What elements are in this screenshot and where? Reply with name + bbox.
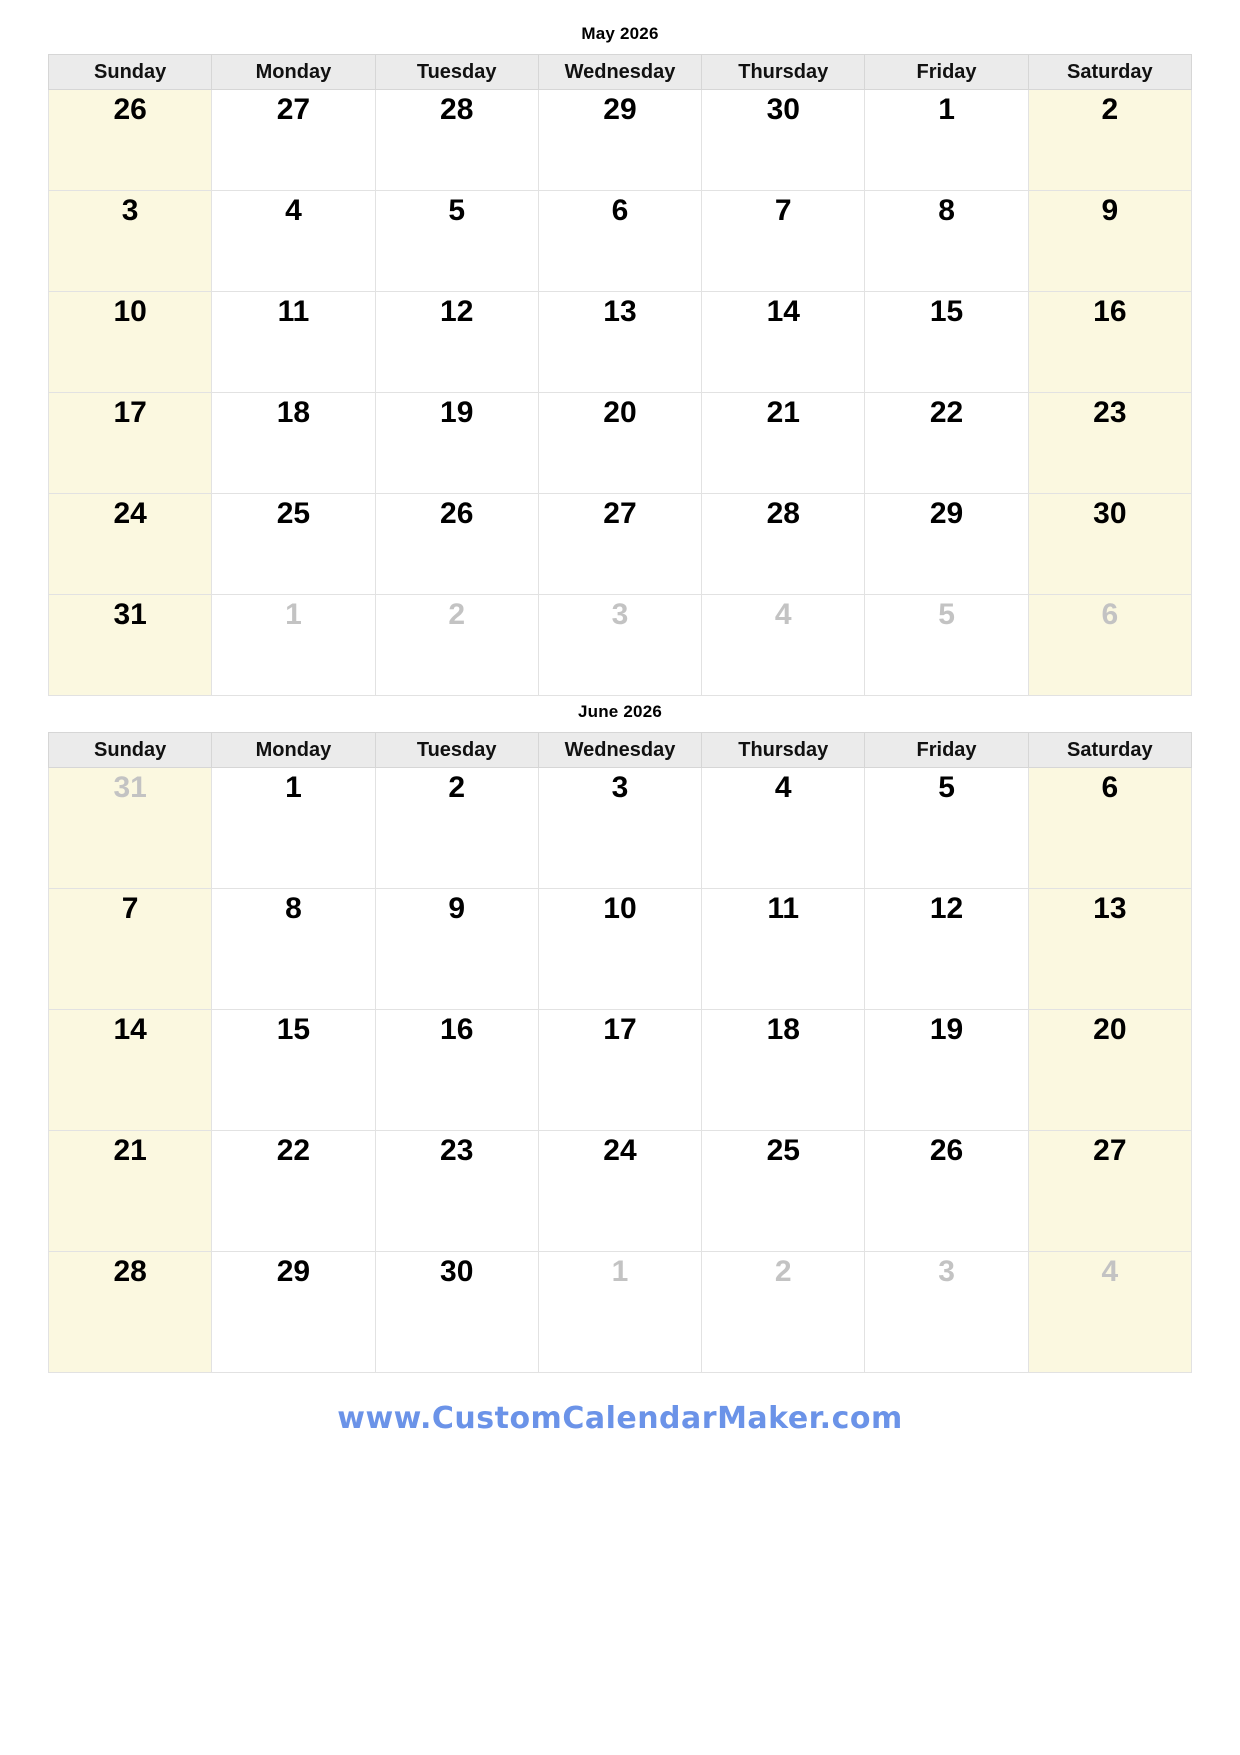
day-cell[interactable] bbox=[49, 1131, 212, 1252]
day-number: 15 bbox=[276, 1013, 311, 1046]
day-cell[interactable] bbox=[212, 191, 375, 292]
day-cell[interactable] bbox=[49, 393, 212, 494]
weekday-header-wednesday: Wednesday bbox=[538, 733, 701, 768]
day-cell[interactable] bbox=[865, 595, 1028, 696]
day-number: 9 bbox=[448, 892, 466, 925]
day-number: 5 bbox=[938, 771, 955, 804]
weekday-header-friday: Friday bbox=[865, 733, 1028, 768]
day-cell[interactable] bbox=[865, 90, 1028, 191]
day-cell[interactable] bbox=[702, 494, 865, 595]
day-number: 25 bbox=[276, 497, 311, 530]
day-cell[interactable] bbox=[49, 1252, 212, 1373]
day-number: 13 bbox=[1093, 892, 1127, 925]
month-title-june: June 2026 bbox=[577, 702, 663, 721]
day-cell[interactable] bbox=[865, 292, 1028, 393]
weekday-header-monday: Monday bbox=[212, 733, 375, 768]
day-number: 9 bbox=[1101, 194, 1119, 227]
day-number: 10 bbox=[113, 295, 147, 328]
day-number: 25 bbox=[766, 1134, 800, 1167]
day-cell[interactable] bbox=[865, 1252, 1028, 1373]
day-cell[interactable] bbox=[375, 889, 538, 1010]
day-number: 2 bbox=[1101, 93, 1119, 126]
day-cell[interactable] bbox=[702, 292, 865, 393]
day-number: 4 bbox=[1101, 1255, 1119, 1288]
day-cell[interactable] bbox=[375, 90, 538, 191]
day-cell[interactable] bbox=[1028, 1010, 1191, 1131]
weekday-header-row bbox=[49, 55, 1192, 90]
calendar-week-row bbox=[49, 595, 1192, 696]
day-number: 2 bbox=[774, 1255, 792, 1288]
day-cell[interactable] bbox=[375, 1131, 538, 1252]
day-number: 1 bbox=[285, 771, 302, 804]
calendar-week-row bbox=[49, 393, 1192, 494]
day-number: 23 bbox=[440, 1134, 474, 1167]
weekday-header-thursday: Thursday bbox=[702, 55, 865, 90]
day-number: 28 bbox=[113, 1255, 147, 1288]
day-number: 29 bbox=[929, 497, 964, 530]
month-title-may: May 2026 bbox=[581, 24, 659, 43]
day-cell[interactable] bbox=[212, 494, 375, 595]
weekday-header-saturday: Saturday bbox=[1028, 55, 1191, 90]
day-number: 14 bbox=[766, 295, 800, 328]
day-cell[interactable] bbox=[375, 1252, 538, 1373]
day-number: 19 bbox=[440, 396, 474, 429]
day-number: 21 bbox=[113, 1134, 147, 1167]
day-cell[interactable] bbox=[1028, 1131, 1191, 1252]
day-number: 28 bbox=[766, 497, 800, 530]
day-number: 30 bbox=[766, 93, 800, 126]
weekday-header-sunday: Sunday bbox=[49, 733, 212, 768]
weekday-header-tuesday: Tuesday bbox=[375, 55, 538, 90]
day-number: 22 bbox=[276, 1134, 311, 1167]
day-number: 16 bbox=[1093, 295, 1127, 328]
day-number: 28 bbox=[440, 93, 474, 126]
day-number: 29 bbox=[603, 93, 637, 126]
day-cell[interactable] bbox=[1028, 494, 1191, 595]
day-number: 4 bbox=[774, 598, 792, 631]
day-cell[interactable] bbox=[702, 1252, 865, 1373]
day-cell[interactable] bbox=[538, 1131, 701, 1252]
day-number: 26 bbox=[929, 1134, 964, 1167]
day-number: 1 bbox=[611, 1255, 629, 1288]
day-cell[interactable] bbox=[865, 889, 1028, 1010]
day-cell[interactable] bbox=[1028, 393, 1191, 494]
day-cell[interactable] bbox=[375, 292, 538, 393]
day-number: 6 bbox=[1101, 598, 1119, 631]
day-cell[interactable] bbox=[49, 595, 212, 696]
day-number: 2 bbox=[448, 598, 466, 631]
day-number: 20 bbox=[603, 396, 637, 429]
day-number: 31 bbox=[113, 598, 147, 631]
day-cell[interactable] bbox=[212, 1252, 375, 1373]
day-cell[interactable] bbox=[1028, 889, 1191, 1010]
day-number: 1 bbox=[285, 598, 302, 631]
day-cell[interactable] bbox=[538, 768, 701, 889]
day-cell[interactable] bbox=[212, 1131, 375, 1252]
weekday-header-monday: Monday bbox=[212, 55, 375, 90]
day-cell[interactable] bbox=[375, 191, 538, 292]
calendar-week-row bbox=[49, 494, 1192, 595]
day-cell[interactable] bbox=[49, 768, 212, 889]
day-number: 7 bbox=[774, 194, 792, 227]
day-cell[interactable] bbox=[865, 494, 1028, 595]
day-cell[interactable] bbox=[49, 191, 212, 292]
day-number: 23 bbox=[1093, 396, 1127, 429]
calendar-week-row bbox=[49, 292, 1192, 393]
day-cell[interactable] bbox=[702, 191, 865, 292]
day-cell[interactable] bbox=[538, 1010, 701, 1131]
day-cell[interactable] bbox=[865, 393, 1028, 494]
day-number: 26 bbox=[113, 93, 147, 126]
day-cell[interactable] bbox=[702, 1131, 865, 1252]
day-number: 30 bbox=[440, 1255, 474, 1288]
day-number: 11 bbox=[767, 892, 800, 925]
day-number: 20 bbox=[1093, 1013, 1127, 1046]
day-cell[interactable] bbox=[538, 494, 701, 595]
day-cell[interactable] bbox=[49, 494, 212, 595]
day-number: 7 bbox=[121, 892, 139, 925]
calendar-week-row bbox=[49, 768, 1192, 889]
day-number: 27 bbox=[1093, 1134, 1127, 1167]
weekday-header-thursday: Thursday bbox=[702, 733, 865, 768]
site-footer bbox=[48, 1401, 1192, 1436]
day-number: 12 bbox=[929, 892, 964, 925]
day-cell[interactable] bbox=[865, 768, 1028, 889]
day-cell[interactable] bbox=[49, 1010, 212, 1131]
day-number: 29 bbox=[276, 1255, 311, 1288]
day-cell[interactable] bbox=[375, 494, 538, 595]
day-cell[interactable] bbox=[1028, 768, 1191, 889]
day-cell[interactable] bbox=[1028, 595, 1191, 696]
day-number: 17 bbox=[113, 396, 147, 429]
weekday-header-sunday: Sunday bbox=[49, 55, 212, 90]
day-number: 24 bbox=[113, 497, 147, 530]
day-cell[interactable] bbox=[375, 595, 538, 696]
day-cell[interactable] bbox=[212, 1010, 375, 1131]
day-cell[interactable] bbox=[702, 595, 865, 696]
day-cell[interactable] bbox=[375, 393, 538, 494]
calendar-week-row bbox=[49, 1131, 1192, 1252]
day-number: 27 bbox=[276, 93, 311, 126]
day-number: 16 bbox=[440, 1013, 474, 1046]
day-cell[interactable] bbox=[702, 90, 865, 191]
day-number: 26 bbox=[440, 497, 474, 530]
day-number: 11 bbox=[277, 295, 310, 328]
day-cell[interactable] bbox=[1028, 191, 1191, 292]
day-number: 31 bbox=[113, 771, 147, 804]
day-number: 17 bbox=[603, 1013, 637, 1046]
day-cell[interactable] bbox=[702, 393, 865, 494]
day-cell[interactable] bbox=[538, 889, 701, 1010]
day-cell[interactable] bbox=[538, 595, 701, 696]
day-cell[interactable] bbox=[1028, 90, 1191, 191]
weekday-header-friday: Friday bbox=[865, 55, 1028, 90]
calendar-week-row bbox=[49, 1252, 1192, 1373]
day-number: 3 bbox=[611, 598, 629, 631]
day-number: 22 bbox=[929, 396, 964, 429]
day-number: 6 bbox=[1101, 771, 1119, 804]
day-cell[interactable] bbox=[212, 393, 375, 494]
day-cell[interactable] bbox=[702, 768, 865, 889]
day-number: 19 bbox=[929, 1013, 964, 1046]
day-number: 24 bbox=[603, 1134, 637, 1167]
day-number: 3 bbox=[121, 194, 139, 227]
day-cell[interactable] bbox=[1028, 1252, 1191, 1373]
day-number: 2 bbox=[448, 771, 466, 804]
day-cell[interactable] bbox=[702, 1010, 865, 1131]
day-number: 14 bbox=[113, 1013, 147, 1046]
day-number: 27 bbox=[603, 497, 637, 530]
day-cell[interactable] bbox=[538, 1252, 701, 1373]
calendar-week-row bbox=[49, 90, 1192, 191]
weekday-header-tuesday: Tuesday bbox=[375, 733, 538, 768]
day-number: 10 bbox=[603, 892, 637, 925]
day-number: 30 bbox=[1093, 497, 1127, 530]
day-number: 12 bbox=[440, 295, 474, 328]
calendar-week-row bbox=[49, 1010, 1192, 1131]
day-cell[interactable] bbox=[538, 191, 701, 292]
calendar-week-row bbox=[49, 191, 1192, 292]
day-number: 8 bbox=[938, 194, 955, 227]
day-number: 4 bbox=[774, 771, 792, 804]
day-cell[interactable] bbox=[702, 889, 865, 1010]
calendar-table-june bbox=[48, 732, 1192, 1373]
website-link[interactable]: www.CustomCalendarMaker.com bbox=[337, 1401, 903, 1436]
calendar-week-row bbox=[49, 889, 1192, 1010]
day-cell[interactable] bbox=[865, 191, 1028, 292]
day-number: 4 bbox=[285, 194, 302, 227]
weekday-header-row bbox=[49, 733, 1192, 768]
day-number: 1 bbox=[938, 93, 955, 126]
calendar-table-may bbox=[48, 54, 1192, 696]
day-number: 21 bbox=[766, 396, 800, 429]
day-cell[interactable] bbox=[212, 889, 375, 1010]
day-cell[interactable] bbox=[212, 595, 375, 696]
day-number: 18 bbox=[276, 396, 311, 429]
day-number: 15 bbox=[929, 295, 964, 328]
day-number: 13 bbox=[603, 295, 637, 328]
day-number: 6 bbox=[611, 194, 629, 227]
weekday-header-saturday: Saturday bbox=[1028, 733, 1191, 768]
day-cell[interactable] bbox=[865, 1131, 1028, 1252]
day-number: 5 bbox=[938, 598, 955, 631]
day-cell[interactable] bbox=[212, 768, 375, 889]
day-cell[interactable] bbox=[538, 393, 701, 494]
day-cell[interactable] bbox=[538, 90, 701, 191]
day-number: 18 bbox=[766, 1013, 800, 1046]
day-cell[interactable] bbox=[1028, 292, 1191, 393]
day-cell[interactable] bbox=[538, 292, 701, 393]
day-cell[interactable] bbox=[375, 768, 538, 889]
day-cell[interactable] bbox=[49, 90, 212, 191]
day-cell[interactable] bbox=[49, 889, 212, 1010]
day-number: 3 bbox=[938, 1255, 955, 1288]
day-number: 3 bbox=[611, 771, 629, 804]
day-cell[interactable] bbox=[212, 90, 375, 191]
day-number: 5 bbox=[448, 194, 466, 227]
day-cell[interactable] bbox=[375, 1010, 538, 1131]
day-number: 8 bbox=[285, 892, 302, 925]
day-cell[interactable] bbox=[865, 1010, 1028, 1131]
weekday-header-wednesday: Wednesday bbox=[538, 55, 701, 90]
day-cell[interactable] bbox=[212, 292, 375, 393]
day-cell[interactable] bbox=[49, 292, 212, 393]
